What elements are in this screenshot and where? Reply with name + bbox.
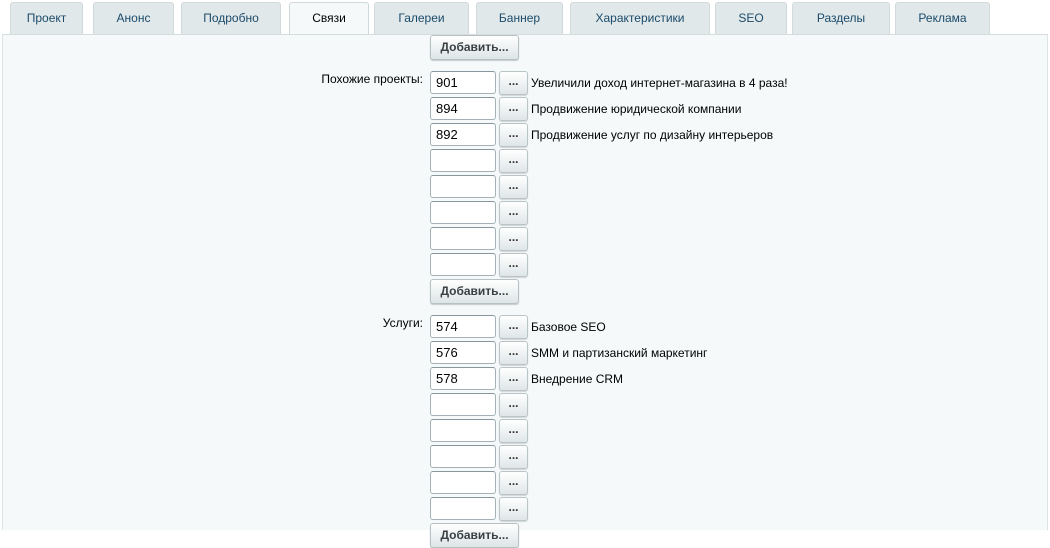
service-id-input[interactable]: [430, 445, 496, 468]
tab-characteristics[interactable]: Характеристики: [570, 2, 710, 34]
browse-button[interactable]: ...: [499, 253, 528, 277]
tab-sections[interactable]: Разделы: [792, 2, 890, 34]
browse-button[interactable]: ...: [499, 201, 528, 225]
similar-project-title: Продвижение услуг по дизайну интерьеров: [531, 128, 774, 142]
similar-project-title: Продвижение юридической компании: [531, 102, 742, 116]
similar-project-id-input[interactable]: [430, 227, 496, 250]
links-panel: [2, 34, 1048, 542]
browse-button[interactable]: ...: [499, 123, 528, 147]
browse-button[interactable]: ...: [499, 97, 528, 121]
similar-project-id-input[interactable]: 894: [430, 97, 496, 120]
tab-details[interactable]: Подробно: [181, 2, 281, 34]
service-id-input[interactable]: [430, 497, 496, 520]
tab-links[interactable]: Связи: [289, 2, 369, 35]
browse-button[interactable]: ...: [499, 175, 528, 199]
browse-button[interactable]: ...: [499, 471, 528, 495]
browse-button[interactable]: ...: [499, 227, 528, 251]
service-id-input[interactable]: 578: [430, 367, 496, 390]
tab-bar: [0, 0, 1050, 34]
service-id-input[interactable]: [430, 419, 496, 442]
add-similar-project-button[interactable]: Добавить...: [430, 279, 519, 304]
tab-announce[interactable]: Анонс: [93, 2, 174, 34]
similar-project-id-input[interactable]: [430, 175, 496, 198]
service-title: Базовое SEO: [531, 320, 606, 334]
similar-projects-label: Похожие проекты:: [321, 72, 423, 86]
browse-button[interactable]: ...: [499, 419, 528, 443]
similar-project-title: Увеличили доход интернет-магазина в 4 раза!: [531, 76, 788, 90]
browse-button[interactable]: ...: [499, 367, 528, 391]
similar-project-id-input[interactable]: [430, 149, 496, 172]
similar-project-id-input[interactable]: [430, 253, 496, 276]
add-button-previous-group[interactable]: Добавить...: [430, 35, 519, 60]
tab-project[interactable]: Проект: [10, 2, 83, 34]
similar-project-id-input[interactable]: [430, 201, 496, 224]
similar-project-id-input[interactable]: 901: [430, 71, 496, 94]
tab-banner[interactable]: Баннер: [476, 2, 563, 34]
service-title: Внедрение CRM: [531, 372, 624, 386]
service-id-input[interactable]: [430, 393, 496, 416]
tab-galleries[interactable]: Галереи: [374, 2, 469, 34]
browse-button[interactable]: ...: [499, 393, 528, 417]
add-service-button[interactable]: Добавить...: [430, 523, 519, 548]
services-label: Услуги:: [382, 316, 423, 330]
browse-button[interactable]: ...: [499, 315, 528, 339]
service-id-input[interactable]: 576: [430, 341, 496, 364]
service-id-input[interactable]: 574: [430, 315, 496, 338]
browse-button[interactable]: ...: [499, 445, 528, 469]
browse-button[interactable]: ...: [499, 497, 528, 521]
browse-button[interactable]: ...: [499, 341, 528, 365]
service-id-input[interactable]: [430, 471, 496, 494]
browse-button[interactable]: ...: [499, 71, 528, 95]
service-title: SMM и партизанский маркетинг: [531, 346, 708, 360]
tab-ads[interactable]: Реклама: [895, 2, 990, 34]
browse-button[interactable]: ...: [499, 149, 528, 173]
tab-seo[interactable]: SEO: [715, 2, 787, 34]
similar-project-id-input[interactable]: 892: [430, 123, 496, 146]
